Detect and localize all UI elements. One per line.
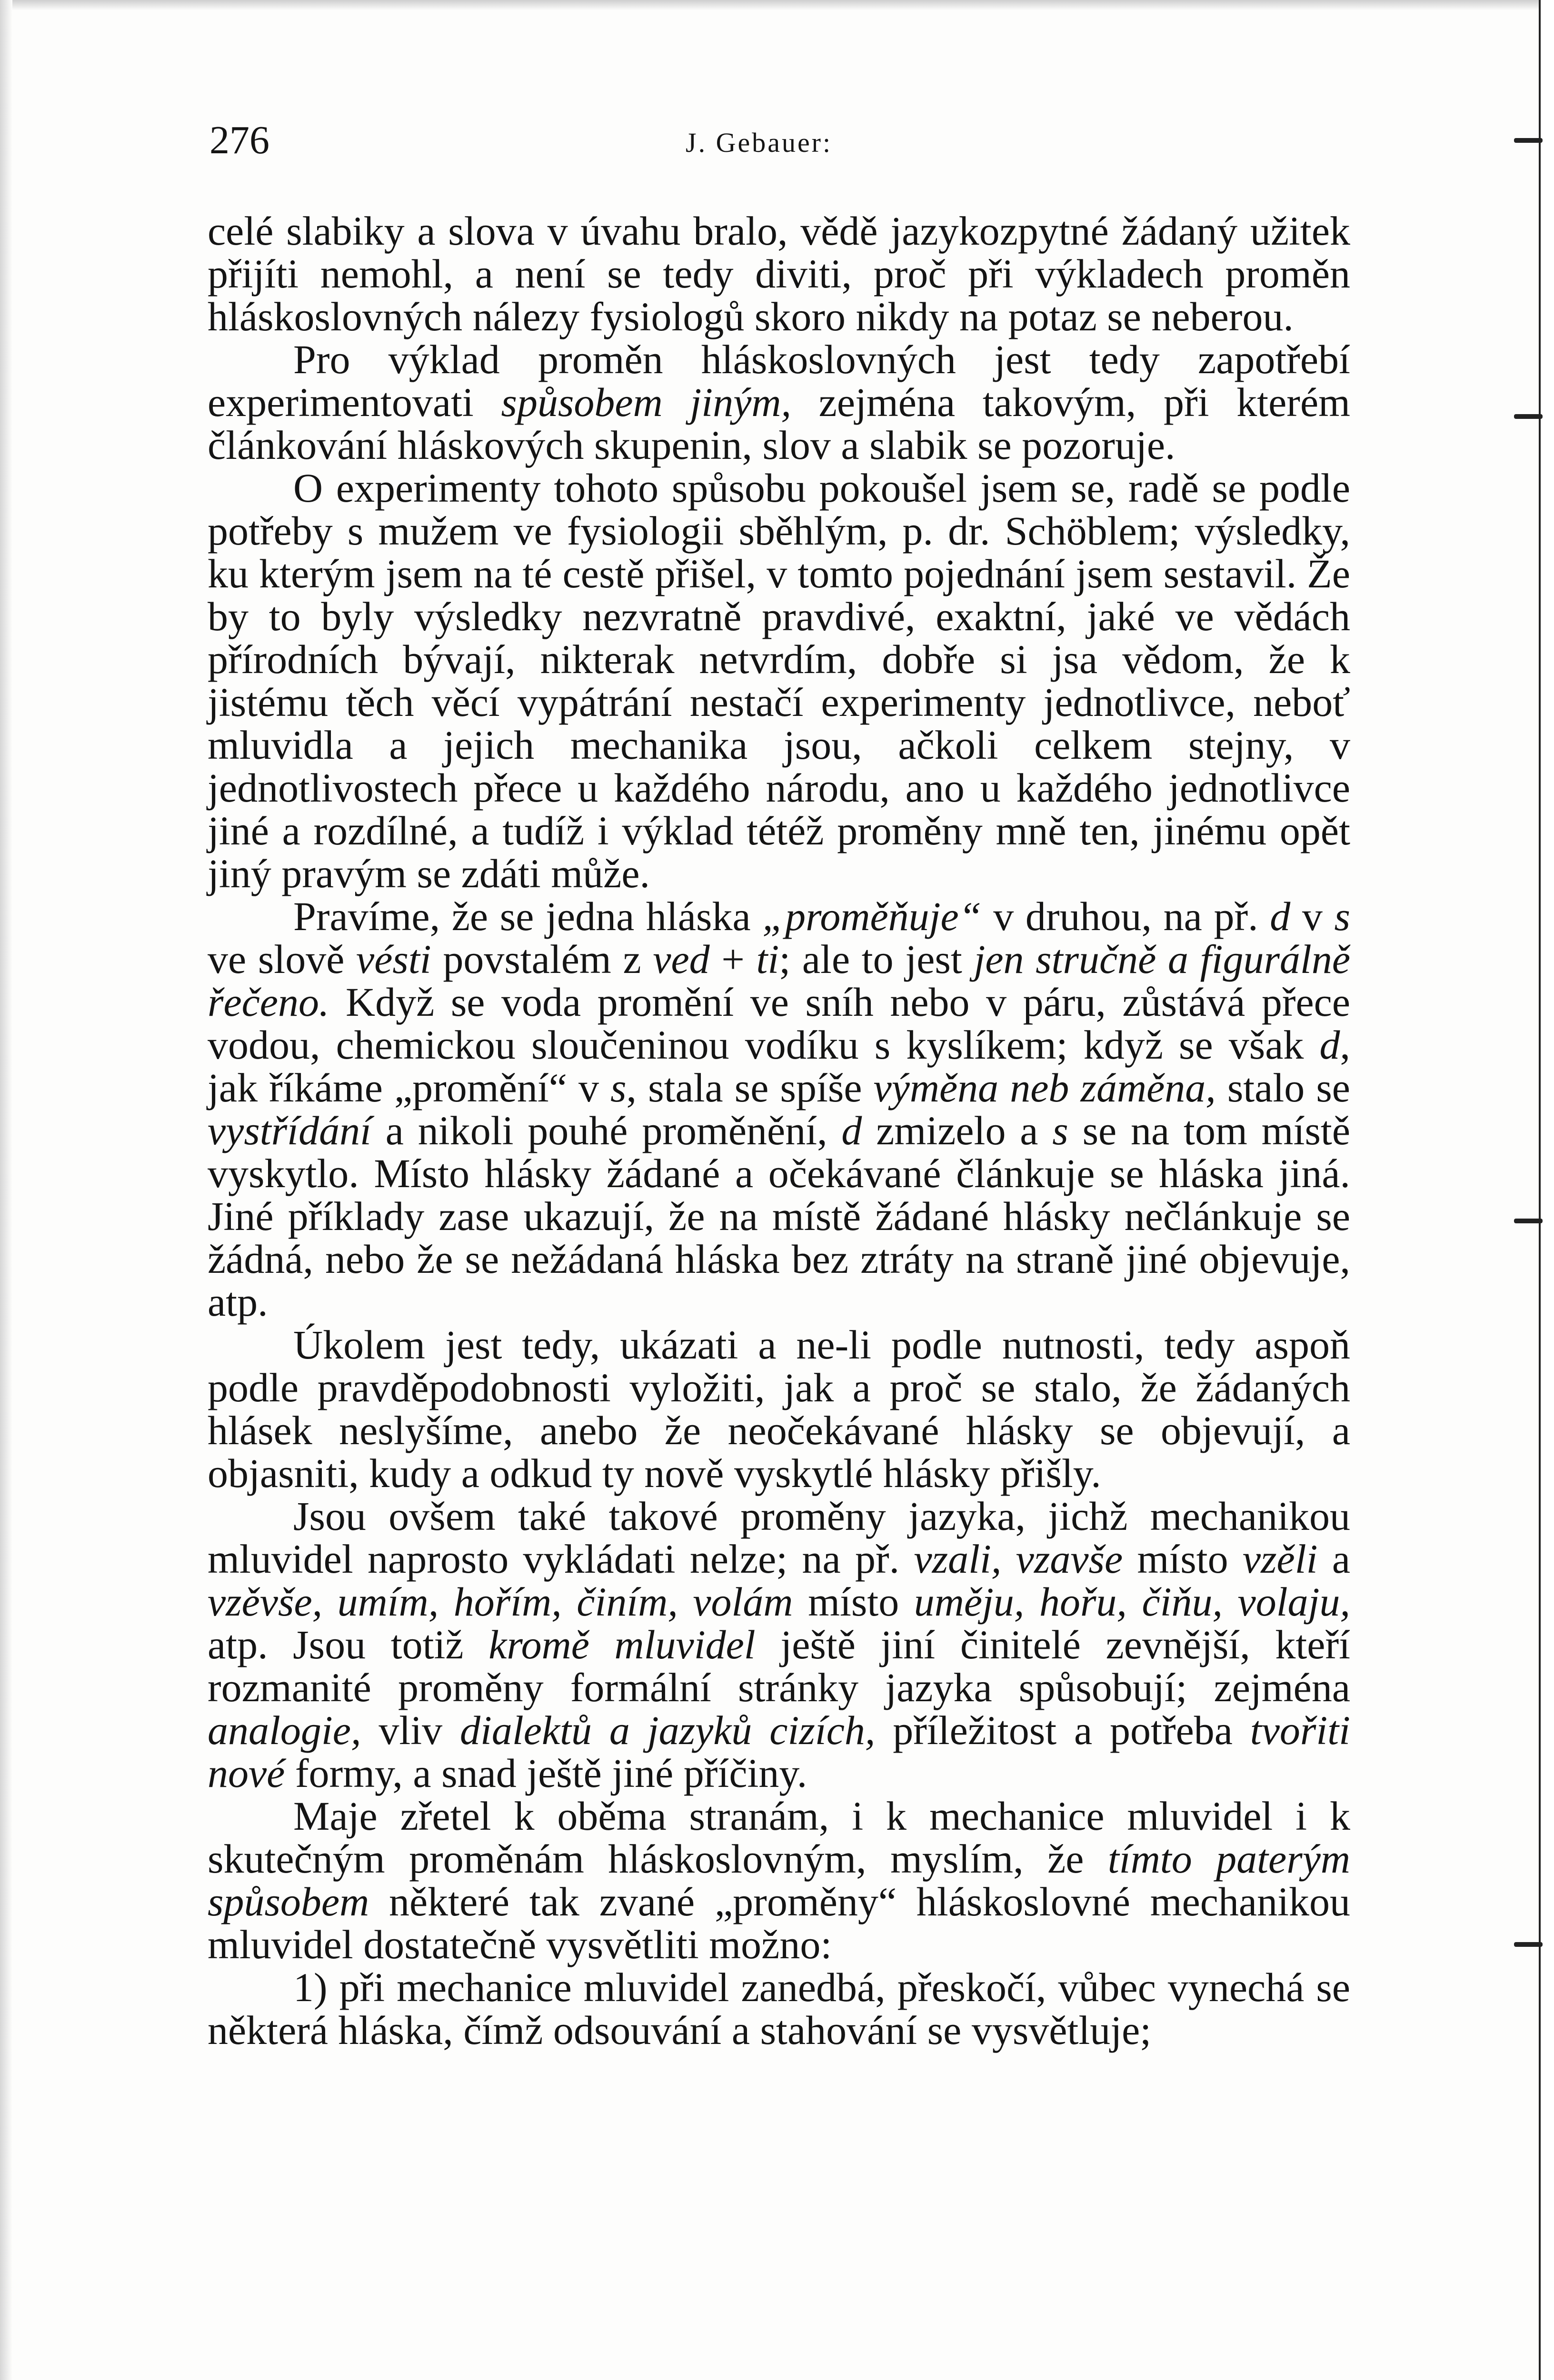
italic-run: vzali, vzavše: [914, 1536, 1123, 1582]
binding-thread-mark: [1514, 138, 1543, 143]
text-run: zmizelo a: [862, 1108, 1053, 1153]
paragraph: [208, 209, 1350, 338]
italic-run: d: [1319, 1022, 1340, 1068]
italic-run: vystřídání: [208, 1108, 371, 1153]
italic-run: s: [1052, 1108, 1068, 1153]
text-run: 1) při mechanice mluvidel zanedbá, přeskočí, vůbec vynechá se některá hláska, čímž odsouvání a stahování se vysvětluje;: [208, 1964, 1350, 2053]
page-number: 276: [209, 118, 269, 162]
text-run: a nikoli pouhé proměnění,: [371, 1108, 842, 1153]
binding-thread-mark: [1514, 1219, 1543, 1223]
italic-run: d: [841, 1108, 862, 1153]
italic-run: d: [1270, 893, 1291, 939]
paragraph: [208, 1495, 1350, 1795]
italic-run: vzěvše, umím, hořím, činím, volám: [208, 1579, 793, 1625]
text-run: stalo se: [1215, 1065, 1350, 1111]
italic-run: kromě mluvidel: [488, 1622, 756, 1667]
italic-run: s: [610, 1065, 627, 1111]
text-run: místo: [793, 1579, 914, 1625]
text-run: v druhou, na př.: [981, 893, 1270, 939]
text-run: Jsou ovšem také takové proměny jazyka, jichž mechanikou mluvidel naprosto vykládati nelze; na př.: [208, 1493, 1350, 1582]
paragraph: [208, 1323, 1350, 1495]
italic-run: ved: [653, 936, 710, 982]
text-run: příležitost a potřeba: [875, 1707, 1250, 1753]
text-run: atp. Jsou totiž: [208, 1622, 489, 1667]
paragraph: [208, 338, 1350, 466]
italic-run: vzěli: [1242, 1536, 1318, 1582]
italic-run: „proměňuje“: [762, 893, 982, 939]
italic-run: tvořiti nové: [208, 1707, 1351, 1796]
paragraph: [208, 466, 1350, 895]
text-run: vliv: [361, 1707, 460, 1753]
text-run: v: [1290, 893, 1335, 939]
italic-run: jen stručně a figurálně řečeno.: [208, 936, 1350, 1025]
italic-run: analogie,: [208, 1707, 361, 1753]
text-run: formy, a snad ještě jiné příčiny.: [285, 1750, 807, 1796]
text-run: Maje zřetel k oběma stranám, i k mechanice mluvidel i k skutečným proměnám hláskoslovným, myslím, že: [208, 1793, 1350, 1882]
italic-run: dialektů a jazyků cizích,: [459, 1707, 876, 1753]
paragraph: [208, 1795, 1350, 1966]
text-run: a: [1317, 1536, 1350, 1582]
text-run: , stala se spíše: [626, 1065, 874, 1111]
binding-thread-mark: [1514, 1942, 1543, 1947]
text-run: místo: [1123, 1536, 1243, 1582]
text-run: některé tak zvané „proměny“ hláskoslovné mechanikou mluvidel dostatečně vysvětliti možno:: [208, 1879, 1350, 1967]
text-run: ještě jiní činitelé zevnější, kteří rozmanité proměny formální stránky jazyka spůsobují; zejména: [208, 1622, 1350, 1710]
paragraph: [208, 895, 1350, 1323]
text-run: O experimenty tohoto spůsobu pokoušel jsem se, radě se podle potřeby s mužem ve fysiologii sběhlým, p. dr. Schöblem; výsledky, ku kterým jsem na té cestě přišel, v tomto pojednání jsem sestavil. Že by to byly výsledky nezvratně pravdivé, exaktní, jaké ve vědách přírodních bývají, nikterak netvrdím, dobře si jsa vědom, že k jistému těch věcí vypátrání nestačí experimenty jednotlivce, neboť mluvidla a jejich mechanika jsou, ačkoli celkem stejny, v jednotlivostech přece u každého národu, ano u každého jednotlivce jiné a rozdílné, a tudíž i výklad tétéž proměny mně ten, jinému opět jiný pravým se zdáti může.: [208, 465, 1350, 896]
page-header: [209, 114, 1352, 167]
italic-run: s: [1334, 893, 1351, 939]
text-run: Pravíme, že se jedna hláska: [293, 893, 763, 939]
scan-left-edge: [0, 0, 12, 2380]
text-run: povstalém z: [431, 936, 653, 982]
italic-run: uměju, hořu, čiňu, volaju,: [914, 1579, 1350, 1625]
text-run: +: [709, 936, 757, 982]
text-run: se na tom místě vyskytlo. Místo hlásky žádané a očekávané článkuje se hláska jiná. Jiné příklady zase ukazují, že na místě žádané hlásky nečlánkuje se žádná, nebo že se nežádaná hláska bez ztráty na straně jiné objevuje, atp.: [208, 1108, 1350, 1325]
text-run: zejména takovým, při kterém článkování hláskových skupenin, slov a slabik se pozoruje.: [208, 379, 1351, 468]
italic-run: ti: [756, 936, 779, 982]
italic-run: spůsobem jiným,: [501, 379, 791, 425]
running-head-author: J. Gebauer:: [686, 127, 833, 158]
italic-run: tímto paterým spůsobem: [208, 1836, 1350, 1924]
scan-top-edge: [0, 0, 1554, 10]
body-text: [208, 209, 1350, 2052]
book-binding-edge: [1539, 0, 1554, 2380]
text-run: ve slově: [208, 936, 357, 982]
text-run: , jak říkáme „promění“ v: [208, 1022, 1350, 1111]
text-run: Úkolem jest tedy, ukázati a ne-li podle nutnosti, tedy aspoň podle pravděpodobnosti vyložiti, jak a proč se stalo, že žádaných hlásek neslyšíme, anebo že neočekávané hlásky se objevují, a objasniti, kudy a odkud ty nově vyskytlé hlásky přišly.: [208, 1322, 1350, 1496]
binding-thread-mark: [1514, 414, 1543, 419]
text-run: Pro výklad proměn hláskoslovných jest tedy zapotřebí experimentovati: [208, 337, 1350, 425]
text-run: ; ale to jest: [779, 936, 974, 982]
paragraph: [208, 1966, 1350, 2052]
text-run: Když se voda promění ve sníh nebo v páru, zůstává přece vodou, chemickou sloučeninou vodíku s kyslíkem; když se však: [208, 979, 1350, 1068]
text-run: celé slabiky a slova v úvahu bralo, vědě jazykozpytné žádaný užitek přijíti nemohl, a není se tedy diviti, proč při výkladech proměn hláskoslovných nálezy fysiologů skoro nikdy na potaz se neberou.: [208, 208, 1350, 339]
italic-run: výměna neb záměna,: [873, 1065, 1216, 1111]
italic-run: vésti: [356, 936, 431, 982]
